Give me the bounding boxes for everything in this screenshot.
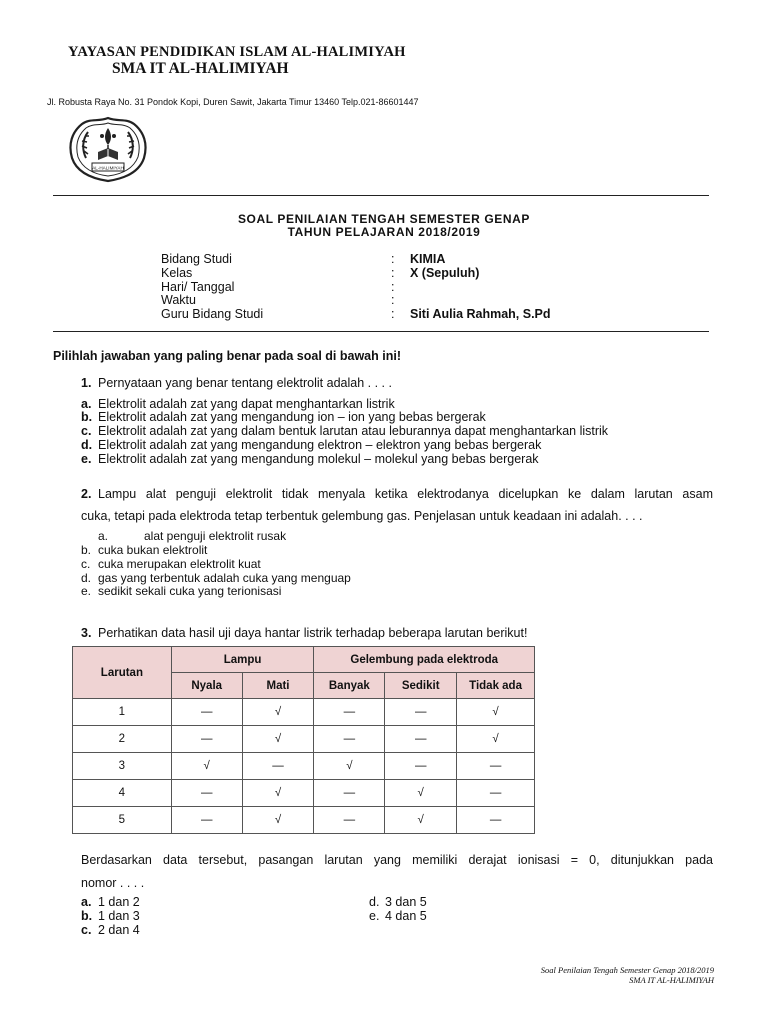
option-text: sedikit sekali cuka yang terionisasi <box>98 584 282 598</box>
option-text: 1 dan 2 <box>98 895 140 909</box>
option-text: Elektrolit adalah zat yang mengandung molekul – molekul yang bebas bergerak <box>98 452 539 466</box>
info-label: Guru Bidang Studi <box>161 307 264 321</box>
info-value-subject: KIMIA <box>410 252 446 266</box>
answer-option <box>81 909 92 923</box>
question-followup-line: Berdasarkan data tersebut, pasangan larutan yang memiliki derajat ionisasi = 0, ditunjukkan pada <box>81 853 713 867</box>
table-cell: — <box>171 726 242 753</box>
option-letter: b. <box>81 410 93 424</box>
info-colon: : <box>391 293 395 307</box>
option-text: Elektrolit adalah zat yang mengandung elektron – elektron yang bebas bergerak <box>98 438 542 452</box>
table-row <box>73 753 535 780</box>
table-cell: — <box>457 780 535 807</box>
option-letter: a. <box>81 397 92 411</box>
table-header-lampu: Lampu <box>171 647 314 673</box>
question-text-line: Lampu alat penguji elektrolit tidak menyala ketika elektrodanya dicelupkan ke dalam larutan asam <box>98 487 713 501</box>
option-letter: c. <box>81 557 91 571</box>
answer-option <box>81 424 91 438</box>
option-text: 2 dan 4 <box>98 923 140 937</box>
info-colon: : <box>391 252 395 266</box>
table-subheader: Sedikit <box>385 673 457 699</box>
footer-line-2: SMA IT AL-HALIMIYAH <box>629 975 714 985</box>
option-text: Elektrolit adalah zat yang dapat menghantarkan listrik <box>98 397 395 411</box>
question-text: Pernyataan yang benar tentang elektrolit adalah . . . . <box>98 376 392 390</box>
option-letter: a. <box>98 529 109 543</box>
info-divider <box>53 331 709 332</box>
foundation-name: YAYASAN PENDIDIKAN ISLAM AL-HALIMIYAH <box>68 44 406 60</box>
answer-option <box>81 895 91 909</box>
option-letter: b. <box>81 543 92 557</box>
info-label: Waktu <box>161 293 196 307</box>
table-cell: — <box>171 780 242 807</box>
option-text: cuka bukan elektrolit <box>98 543 208 557</box>
answer-option <box>81 452 91 466</box>
option-text: cuka merupakan elektrolit kuat <box>98 557 261 571</box>
option-text: Elektrolit adalah zat yang mengandung ion – ion yang bebas bergerak <box>98 410 486 424</box>
info-value-class: X (Sepuluh) <box>410 266 480 280</box>
table-header-gelembung: Gelembung pada elektroda <box>314 647 535 673</box>
option-text: 4 dan 5 <box>385 909 427 923</box>
table-cell: √ <box>457 699 535 726</box>
option-text: 1 dan 3 <box>98 909 140 923</box>
table-cell: 5 <box>73 807 172 834</box>
table-cell: — <box>385 726 457 753</box>
table-cell: √ <box>242 780 314 807</box>
option-letter: b. <box>81 909 93 923</box>
table-cell: — <box>457 807 535 834</box>
school-address: Jl. Robusta Raya No. 31 Pondok Kopi, Duren Sawit, Jakarta Timur 13460 Telp.021-86601447 <box>47 97 419 107</box>
answer-option <box>81 397 91 411</box>
table-cell: — <box>171 699 242 726</box>
info-value-teacher: Siti Aulia Rahmah, S.Pd <box>410 307 551 321</box>
table-cell: 2 <box>73 726 172 753</box>
header-divider <box>53 195 709 196</box>
table-cell: 3 <box>73 753 172 780</box>
table-row <box>73 726 535 753</box>
school-logo <box>66 114 150 184</box>
table-cell: √ <box>314 753 385 780</box>
table-subheader: Tidak ada <box>457 673 535 699</box>
table-cell: — <box>314 780 385 807</box>
table-cell: — <box>242 753 314 780</box>
question-number: 1. <box>81 376 92 390</box>
table-subheader: Mati <box>242 673 314 699</box>
answer-option <box>81 410 92 424</box>
info-label: Bidang Studi <box>161 252 232 266</box>
logo-caption: AL-HALIMIYAH <box>92 165 124 171</box>
instruction: Pilihlah jawaban yang paling benar pada soal di bawah ini! <box>53 349 401 363</box>
info-label: Hari/ Tanggal <box>161 280 235 294</box>
table-cell: — <box>171 807 242 834</box>
info-colon: : <box>391 307 395 321</box>
table-cell: — <box>457 753 535 780</box>
question-number: 2. <box>81 487 92 501</box>
question-followup-line: nomor . . . . <box>81 876 145 890</box>
answer-option <box>81 923 91 937</box>
table-cell: — <box>314 726 385 753</box>
school-emblem-icon <box>66 114 150 184</box>
table-cell: √ <box>242 807 314 834</box>
question-text-line: cuka, tetapi pada elektroda tetap terbentuk gelembung gas. Penjelasan untuk keadaan ini adalah. . . . <box>81 509 643 523</box>
footer-line-1: Soal Penilaian Tengah Semester Genap 2018/2019 <box>540 965 714 975</box>
option-letter: a. <box>81 895 92 909</box>
table-cell: — <box>314 807 385 834</box>
option-letter: c. <box>81 923 92 937</box>
table-row <box>73 807 535 834</box>
table-cell: — <box>385 753 457 780</box>
info-colon: : <box>391 280 395 294</box>
option-letter: d. <box>369 895 380 909</box>
table-cell: √ <box>242 699 314 726</box>
table-cell: √ <box>171 753 242 780</box>
info-label: Kelas <box>161 266 193 280</box>
academic-year: TAHUN PELAJARAN 2018/2019 <box>287 225 481 239</box>
table-cell: √ <box>242 726 314 753</box>
table-cell: — <box>314 699 385 726</box>
question-text: Perhatikan data hasil uji daya hantar listrik terhadap beberapa larutan berikut! <box>98 626 528 640</box>
exam-title: SOAL PENILAIAN TENGAH SEMESTER GENAP <box>237 212 531 226</box>
table-cell: 4 <box>73 780 172 807</box>
table-header-larutan: Larutan <box>73 647 172 699</box>
option-letter: e. <box>81 584 92 598</box>
table-row <box>73 699 535 726</box>
table-cell: √ <box>457 726 535 753</box>
option-letter: d. <box>81 571 92 585</box>
question-number: 3. <box>81 626 92 640</box>
table-cell: — <box>385 699 457 726</box>
table-cell: √ <box>385 780 457 807</box>
option-letter: d. <box>81 438 93 452</box>
option-text: gas yang terbentuk adalah cuka yang menguap <box>98 571 351 585</box>
answer-option <box>81 438 92 452</box>
table-row <box>73 780 535 807</box>
option-letter: e. <box>369 909 380 923</box>
school-name: SMA IT AL-HALIMIYAH <box>112 60 289 77</box>
table-subheader: Nyala <box>171 673 242 699</box>
table-cell: √ <box>385 807 457 834</box>
option-letter: e. <box>81 452 92 466</box>
conductivity-table <box>72 646 535 834</box>
table-subheader: Banyak <box>314 673 385 699</box>
info-colon: : <box>391 266 395 280</box>
option-text: 3 dan 5 <box>385 895 427 909</box>
option-text: alat penguji elektrolit rusak <box>144 529 287 543</box>
option-text: Elektrolit adalah zat yang dalam bentuk larutan atau leburannya dapat menghantarkan listrik <box>98 424 609 438</box>
option-letter: c. <box>81 424 92 438</box>
table-cell: 1 <box>73 699 172 726</box>
